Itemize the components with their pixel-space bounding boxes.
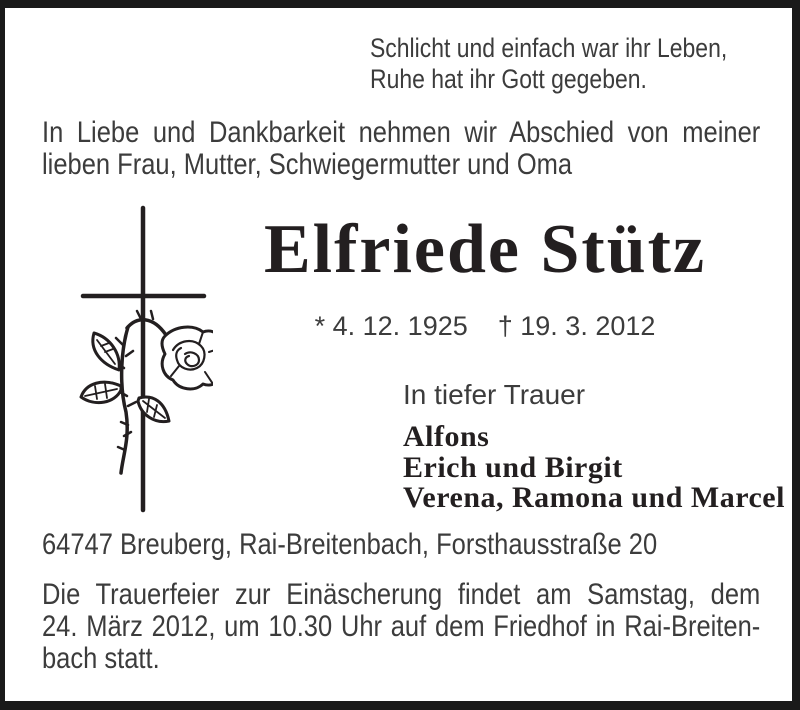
mourning-label: In tiefer Trauer bbox=[403, 379, 586, 410]
epigraph-line: Schlicht und einfach war ihr Leben, bbox=[370, 33, 728, 63]
mourner-name: Alfons bbox=[403, 420, 490, 453]
funeral-line: 24. März 2012, um 10.30 Uhr auf dem Friedhof in Rai-Breiten- bbox=[42, 610, 761, 643]
epigraph-verse bbox=[370, 33, 770, 95]
funeral-line: Die Trauerfeier zur Einäscherung findet am Samstag, dem bbox=[42, 578, 761, 611]
deceased-name: Elfriede Stütz bbox=[263, 211, 707, 288]
life-dates bbox=[240, 311, 730, 342]
birth-date: * 4. 12. 1925 bbox=[314, 311, 468, 341]
death-date: † 19. 3. 2012 bbox=[497, 311, 656, 341]
funeral-line: bach statt. bbox=[42, 642, 160, 675]
funeral-paragraph bbox=[42, 579, 760, 675]
intro-line: In Liebe und Dankbarkeit nehmen wir Abschied von meiner bbox=[42, 116, 761, 149]
address-line: 64747 Breuberg, Rai-Breitenbach, Forsthausstraße 20 bbox=[42, 528, 658, 561]
rose-bloom bbox=[162, 327, 213, 389]
cross-rose-svg bbox=[53, 200, 213, 520]
cross-and-rose-artwork bbox=[53, 200, 213, 525]
mourner-name: Verena, Ramona und Marcel bbox=[403, 481, 785, 514]
intro-line: lieben Frau, Mutter, Schwiegermutter und Oma bbox=[42, 147, 573, 181]
intro-paragraph bbox=[42, 117, 760, 180]
mourner-name: Erich und Birgit bbox=[403, 450, 623, 484]
mourner-names bbox=[403, 422, 785, 514]
epigraph-line: Ruhe hat ihr Gott gegeben. bbox=[370, 64, 647, 94]
